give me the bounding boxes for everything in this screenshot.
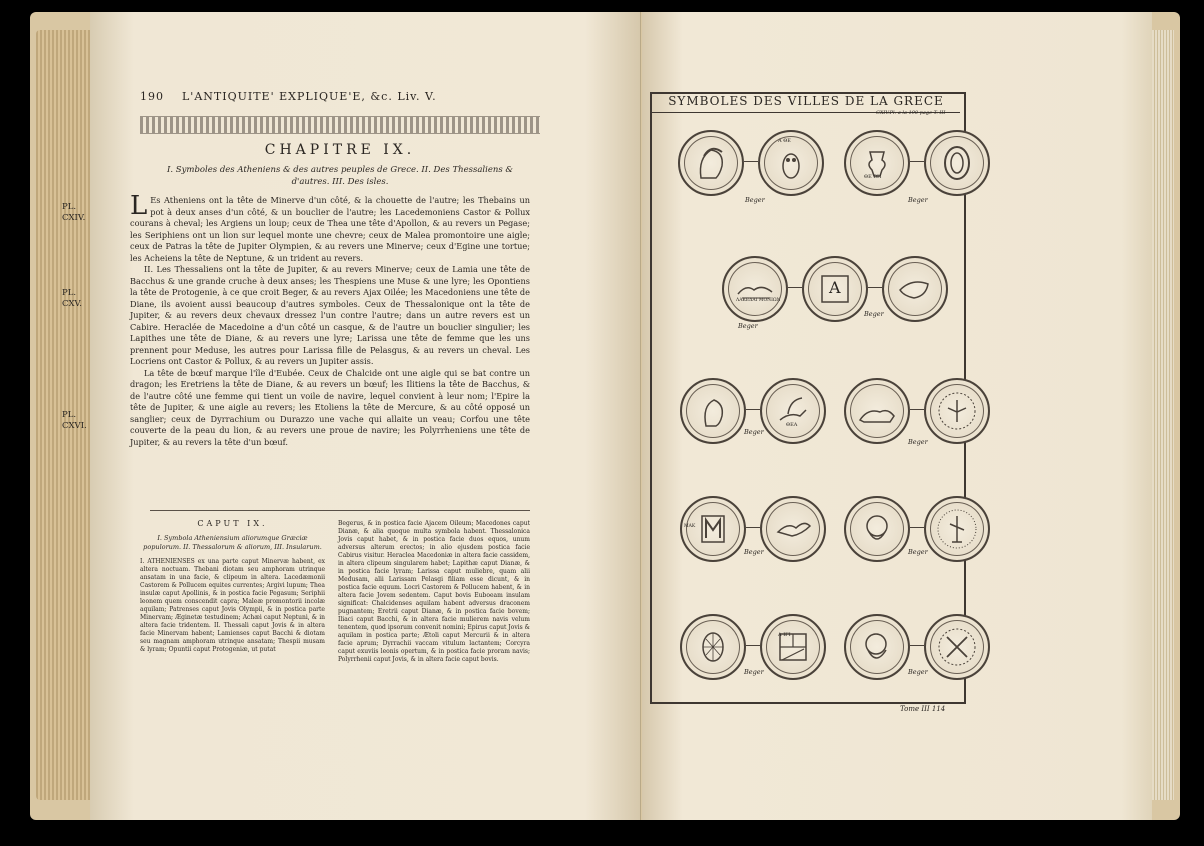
caption-2: Beger: [908, 196, 928, 204]
running-head: [140, 90, 540, 103]
caption-7: Beger: [744, 548, 764, 556]
trident-icon: [932, 622, 982, 672]
tortoise-icon: [688, 622, 738, 672]
latin-subtitle: I. Symbola Atheniensium aliorumque Græciæ populorum. II. Thessalorum & aliorum, III. Insularum.: [143, 534, 322, 551]
coin-inscription-aigina: Α ΙΓΙ: [778, 632, 791, 638]
bearded-head-icon: [852, 504, 902, 554]
coin-inscription-argos: Α: [829, 278, 841, 297]
page-edges-right: [1152, 30, 1174, 800]
caption-3: Beger: [738, 322, 758, 330]
coin-aigina-square: [760, 614, 826, 680]
coin-link: [744, 161, 758, 162]
running-title: L'ANTIQUITE' EXPLIQUE'E, &c. Liv. V.: [182, 90, 437, 103]
section-rule: [150, 510, 530, 511]
coin-boeotian-shield: [924, 130, 990, 196]
margin-note-2: PL. CXV.: [62, 288, 82, 309]
coin-link: [910, 161, 924, 162]
coin-inscription-macedon: ΜΑΚ: [684, 524, 696, 529]
coin-link: [746, 409, 760, 410]
coin-link: [910, 645, 924, 646]
paragraph-1: Es Atheniens ont la tête de Minerve d'un côté, & la chouette de l'autre; les Thebains un pot à deux anses d'un côté, & un bouclier de l'autre; les Lacedemoniens Castor & Pollux courans à cheval; les Argiens un loup; ceux de Thea une tête d'Apollon, & au revers un Pegase; les Seriphiens ont un lion sur lequel monte une chevre; ceux de Malea promontoire une aigle; ceux de Patras la tête de Jupiter Olympien, & au revers une Minerve; ceux d'Egine une tortue; les Acheiens la tête de Neptune, & un trident au revers.: [130, 195, 530, 263]
plate-note: CXIV.Pl. a la 190 page T. III: [876, 110, 946, 116]
coin-flying-eagle: [760, 496, 826, 562]
latin-column-left: [140, 520, 325, 654]
coin-inscription-thea: ΘΕΑ: [786, 422, 798, 428]
owl-icon: [766, 138, 816, 188]
latin-text-2: Begerus, & in postica facie Ajacem Oileum; Macedones caput Dianæ, & alia quoque multa symbola habent. Thessalonica Jovis caput habet, & in postica facie duos equos, unum adversus alterum erectos; in alio ejusdem postica facie Cabirus visitur. Heraclea Macedoniæ in altera facie cassidem, in altera clipeum singularem habet; Lapithæ caput Dianæ, & in postica facie lyram; Larissa caput muliebre, quam alii Medusam, alii Larissam Pelasgi filiam esse dicunt, & in postica facie equum. Locri Castorem & Pollucem habent, & in altera facie Jovem sedentem. Caput bovis Euboeam insulam significat: Chalcidenses aquilam habent adversus draconem pugnantem; Eretrii caput Dianæ, & in postica facie bovem; Iliaci caput Bacchi, & in altera facie mulierem navis velum tenentem, quod ipsorum convenit nomini; Epirus caput Jovis & aquilam in postica parte; Ætoli caput Mercurii & in altera facie aprum; Dyrrachii vaccam vitulum lactantem; Corcyra caput exuviis leonis opertum, & in postica facie proram navis; Polyrrhenii caput Jovis, & in altera facie caput bovis.: [338, 520, 530, 663]
wolf-head-icon: [890, 264, 940, 314]
coin-amphora: [844, 130, 910, 196]
coin-pegasus: [760, 378, 826, 444]
margin-note-3: PL. CXVI.: [62, 410, 87, 431]
chapter-title: CHAPITRE IX.: [264, 142, 416, 158]
paragraph-3: La tête de bœuf marque l'île d'Eubée. Ceux de Chalcide ont une aigle qui se bat contre un dragon; les Eretriens la tête de Diane, & au revers un bœuf; les Ilitiens la tête de Bacchus, & de l'autre côté une femme qui tient un voile de navire, lequel convient à leur nom; l'Epire la tête de Jupiter, & une aigle au revers; les Etoliens la tête de Mercure, & au côté opposé un sanglier; ceux de Dyrrachium ou Durazzo une vache qui allaite un veau; Corfou une tête couverte de la peau du lion, & au revers une proue de navire; les Polyrrheniens une tête de Jupiter, & au revers la tête d'un bœuf.: [130, 367, 530, 447]
chapter-subtitle: I. Symboles des Atheniens & des autres peuples de Grece. II. Des Thessaliens & d'autres. III. Des isles.: [167, 165, 513, 187]
coin-trident-wreath: [924, 614, 990, 680]
coin-apollo-head: [680, 378, 746, 444]
coin-lion-goat: [844, 378, 910, 444]
coin-athena-head: [678, 130, 744, 196]
margin-note-1: PL. CXIV.: [62, 202, 86, 223]
coin-tortoise: [680, 614, 746, 680]
latin-title: CAPUT IX.: [197, 519, 268, 528]
plate-title: SYMBOLES DES VILLES DE LA GRECE: [652, 94, 960, 113]
coin-link: [910, 527, 924, 528]
coin-wolf: [882, 256, 948, 322]
incuse-square-icon: [768, 622, 818, 672]
monogram-icon: [688, 504, 738, 554]
horsemen-icon: [730, 264, 780, 314]
coin-athena-standing: [924, 496, 990, 562]
coin-eagle-wreath: [924, 378, 990, 444]
paragraph-2: II. Les Thessaliens ont la tête de Jupiter, & au revers Minerve; ceux de Lamia une tête de Bacchus & une grande cruche à deux anses; les Thespiens une Muse & une lyre; les Opontiens la tête de Protogenie, à ce que croit Beger, & au revers Ajax Oilée; les Macedoniens une tête de Diane, ils avoient aussi beaucoup d'autres symboles. Ceux de Thessalonique ont la tête de Jupiter, & au revers deux chevaux dressez l'un contre l'autre; dans un autre revers est un Cabire. Heraclée de Macedoine a d'un côté un casque, & de l'autre un bouclier singulier; les Lapithes une tête de Diane, & au revers une lyre; Larissa une tête de femme que les uns prennent pour Meduse, les autres pour Larissa fille de Pelasgus, & au revers un cheval. Les Locriens ont Castor & Pollux, & au revers un Jupiter assis.: [130, 264, 530, 366]
coin-link: [746, 645, 760, 646]
coin-inscription-athens: Α ΘΕ: [778, 138, 791, 144]
coin-poseidon-head: [844, 614, 910, 680]
caption-6: Beger: [908, 438, 928, 446]
eagle-icon: [932, 386, 982, 436]
amphora-icon: [852, 138, 902, 188]
caption-1: Beger: [745, 196, 765, 204]
coin-link: [868, 287, 882, 288]
caption-8: Beger: [908, 548, 928, 556]
flying-eagle-icon: [768, 504, 818, 554]
page-number: 190: [140, 90, 164, 103]
coin-link: [910, 409, 924, 410]
poseidon-head-icon: [852, 622, 902, 672]
caption-9: Beger: [744, 668, 764, 676]
latin-text-1: I. ATHENIENSES ex una parte caput Minervæ habent, ex altera noctuam. Thebani diotam seu amphoram utrinque ansatam in una facie, & clipeum in altera. Lacedæmonii Castorem & Pollucem equites currentes; Argivi lupum; Thea insulæ caput Apollinis, & in postica facie Pegasum; Seriphii leonem quem conscendit capra; Maleæ promontorii incolæ aquilam; Patrenses caput Jovis Olympii, & in postica parte Minervam; Æginetæ testudinem; Achæi caput Neptuni, & in altera facie tridentem. II. Thessali caput Jovis & in altera facie Minervam habent; Lamienses caput Bacchi & diotam seu magnam amphoram utrinque ansatam; Thespii musam & lyram; Opuntii caput Protogeniæ, ut putat: [140, 558, 325, 653]
shield-icon: [932, 138, 982, 188]
coin-dioscuri: [722, 256, 788, 322]
coin-argos-letter: [802, 256, 868, 322]
apollo-head-icon: [688, 386, 738, 436]
caption-10: Beger: [908, 668, 928, 676]
coin-inscription-thebes: ΘΕ ΒΗ: [864, 174, 882, 180]
latin-column-right: [338, 520, 530, 664]
ornament-band: [140, 116, 540, 134]
drop-cap: L: [130, 191, 148, 221]
caption-5: Beger: [744, 428, 764, 436]
coin-link: [788, 287, 802, 288]
coin-inscription-lacedaemon: ΛΑΚΕΔΑΙ ΜΟΝΙΩΝ: [736, 298, 781, 303]
coin-owl: [758, 130, 824, 196]
plate-footer: Tome III 114: [900, 705, 946, 713]
coin-zeus-head: [844, 496, 910, 562]
lion-icon: [852, 386, 902, 436]
standing-figure-icon: [932, 504, 982, 554]
french-text: [130, 191, 530, 448]
pegasus-icon: [768, 386, 818, 436]
athena-head-icon: [686, 138, 736, 188]
coin-link: [746, 527, 760, 528]
caption-4: Beger: [864, 310, 884, 318]
coin-macedon-monogram: [680, 496, 746, 562]
